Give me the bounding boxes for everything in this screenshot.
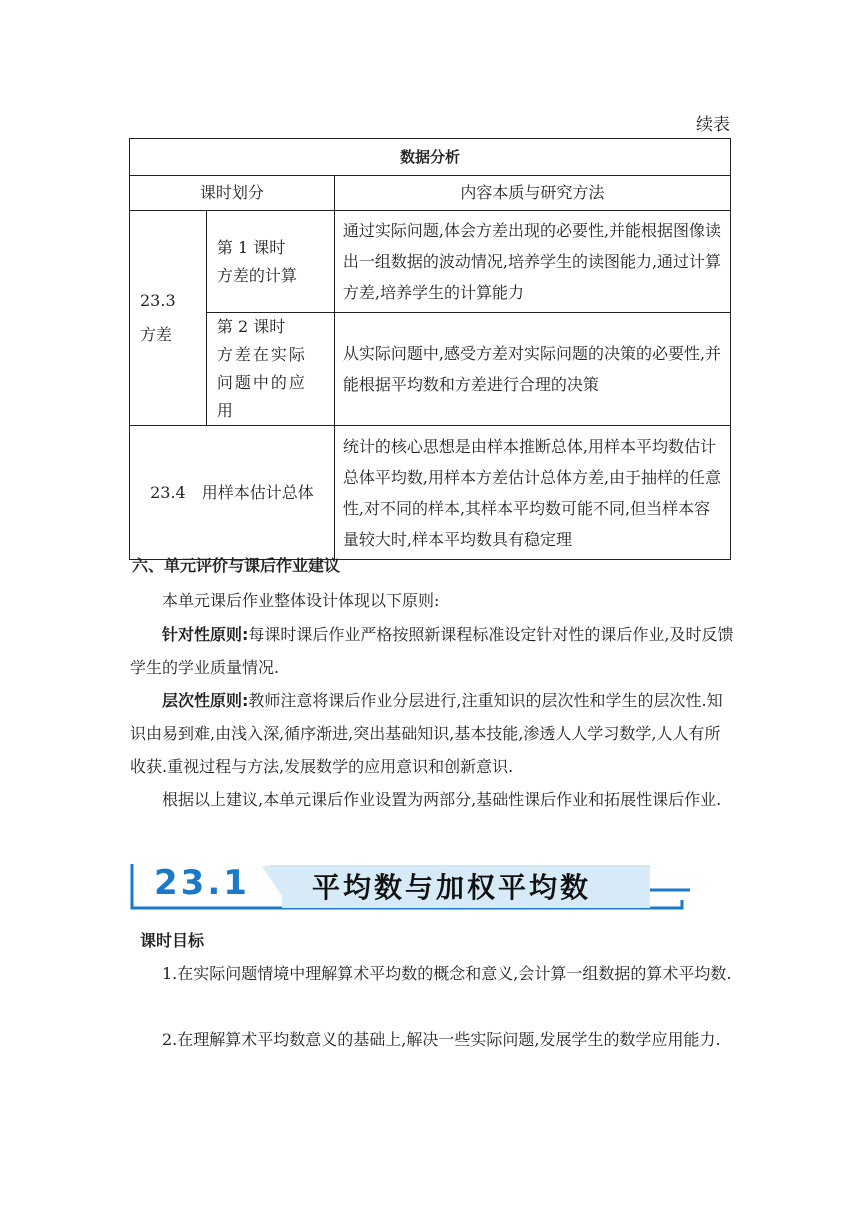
section-6-heading: 六、单元评价与课后作业建议 [132, 556, 341, 575]
intro-text: 本单元课后作业整体设计体现以下原则: [162, 591, 440, 610]
header-content-method: 内容本质与研究方法 [334, 176, 730, 211]
goal-item-1: 1.在实际问题情境中理解算术平均数的概念和意义,会计算一组数据的算术平均数. [162, 964, 732, 983]
lesson-1-title: 方差的计算 [216, 265, 297, 285]
principle-1-text: 每课时课后作业严格按照新课程标准设定针对性的课后作业,及时反馈学生的学业质量情况. [130, 625, 734, 677]
banner-title: 平均数与加权平均数 [312, 871, 592, 904]
section-23-4-content: 统计的核心思想是由样本推断总体,用样本平均数估计总体平均数,用样本方差估计总体方差,由于抽样的任意性,对不同的样本,其样本平均数可能不同,但当样本容量较大时,样本平均数具有稳定理 [334, 426, 730, 560]
principle-1-label: 针对性原则: [162, 625, 249, 644]
section-name: 方差 [140, 325, 173, 344]
data-analysis-table [129, 138, 731, 560]
principle-1 [130, 618, 734, 684]
section-banner [130, 858, 690, 913]
lesson-1-content: 通过实际问题,体会方差出现的必要性,并能根据图像读出一组数据的波动情况,培养学生的读图能力,通过计算方差,培养学生的计算能力 [334, 211, 730, 313]
goals-heading: 课时目标 [140, 931, 205, 950]
lesson-2-cell [206, 313, 334, 426]
continued-label: 续表 [696, 115, 730, 135]
lesson-2-number: 第 2 课时 [216, 317, 286, 336]
lesson-2-content: 从实际问题中,感受方差对实际问题的决策的必要性,并能根据平均数和方差进行合理的决策 [334, 313, 730, 426]
goal-item-2: 2.在理解算术平均数意义的基础上,解决一些实际问题,发展学生的数学应用能力. [162, 1030, 721, 1049]
principle-2-text: 教师注意将课后作业分层进行,注重知识的层次性和学生的层次性.知识由易到难,由浅入深,循序渐进,突出基础知识,基本技能,渗透人人学习数学,人人有所收获.重视过程与方法,发展数学的应用意识和创新意识. [130, 691, 723, 776]
principle-2 [130, 684, 734, 783]
section-23-3-label [130, 211, 207, 426]
lesson-1-number: 第 1 课时 [216, 237, 286, 257]
conclusion-text: 根据以上建议,本单元课后作业设置为两部分,基础性课后作业和拓展性课后作业. [162, 790, 722, 809]
table-title: 数据分析 [130, 139, 731, 176]
header-lesson-division: 课时划分 [130, 176, 335, 211]
lesson-1-cell [206, 211, 334, 313]
principle-2-label: 层次性原则: [162, 691, 249, 710]
section-23-4-label: 23.4 用样本估计总体 [130, 426, 335, 560]
section-number: 23.3 [140, 291, 176, 310]
lesson-2-title: 方差在实际问题中的应用 [216, 345, 307, 420]
banner-number: 23.1 [154, 863, 250, 903]
